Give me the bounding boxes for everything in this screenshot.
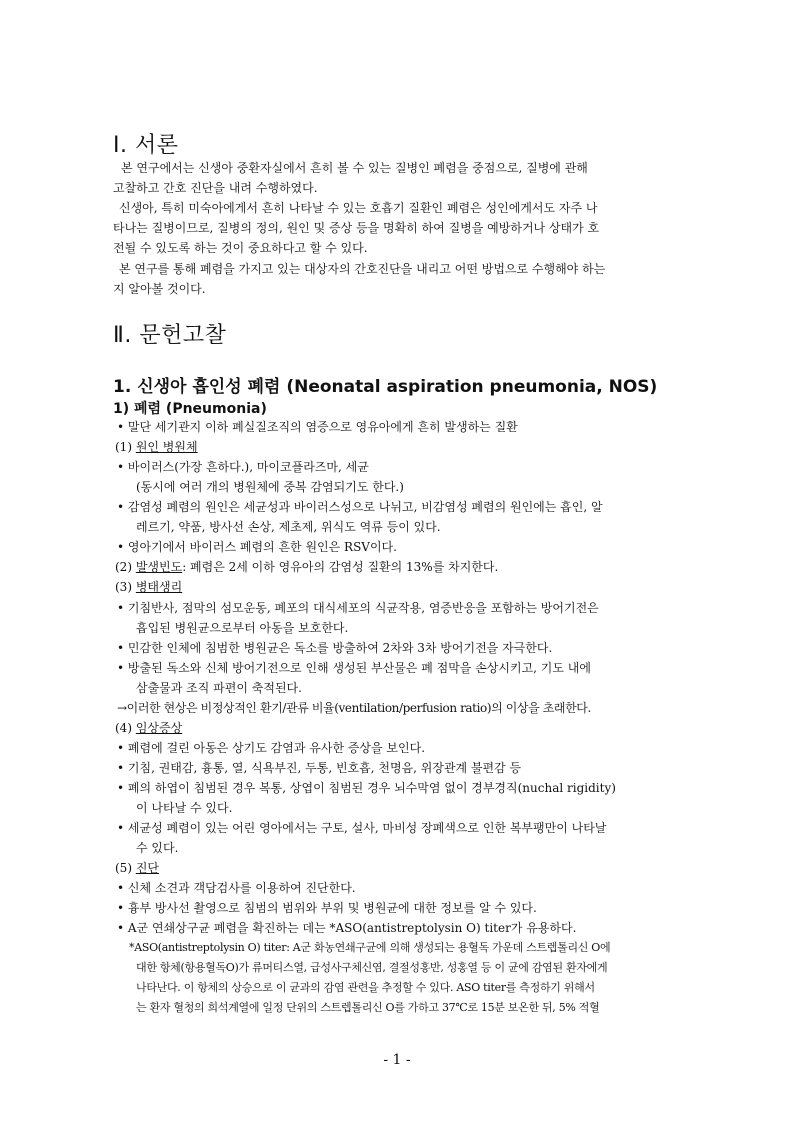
pathophysiology-line: →이러한 현상은 비정상적인 환기/관류 비율(ventilation/perfusion ratio)의 이상을 초래한다. <box>117 701 591 715</box>
cause-line: 레르기, 약품, 방사선 손상, 제초제, 위식도 역류 등이 있다. <box>136 520 441 534</box>
definition-line: • 말단 세기관지 이하 폐실질조직의 염증으로 영유아에게 흔히 발생하는 질환 <box>117 420 518 434</box>
pathophysiology-label: 병태생리 <box>135 580 183 594</box>
diagnosis-label: 진단 <box>135 861 159 875</box>
diagnosis-note-line: *ASO(antistreptolysin O) titer: A군 화농연쇄구균에 의해 생성되는 용혈독 가운데 스트렙톨리신 O에 <box>129 941 611 954</box>
intro-line: 전될 수 있도록 하는 것이 중요하다고 할 수 있다. <box>113 241 368 255</box>
pathophysiology-line: 삼출물과 조직 파편이 축적된다. <box>136 681 302 695</box>
pathophysiology-line: • 민감한 인체에 침범한 병원균은 독소를 방출하여 2차와 3차 방어기전을 자극한다. <box>117 641 553 655</box>
frequency-label: 발생빈도 <box>135 560 183 574</box>
diagnosis-line: • 신체 소견과 객담검사를 이용하여 진단한다. <box>117 881 356 895</box>
symptoms-line: • 기침, 권태감, 흉통, 열, 식욕부진, 두통, 빈호흡, 천명음, 위장관계 불편감 등 <box>117 761 522 775</box>
intro-line: 본 연구에서는 신생아 중환자실에서 흔히 볼 수 있는 질병인 폐렴을 중점으로, 질병에 관해 <box>121 161 588 175</box>
intro-line: 신생아, 특히 미숙아에게서 흔히 나타날 수 있는 호흡기 질환인 폐렴은 성인에게서도 자주 나 <box>119 201 598 215</box>
cause-line: (동시에 여러 개의 병원체에 중복 감염되기도 한다.) <box>136 480 404 494</box>
pathophysiology-line: • 기침반사, 점막의 섬모운동, 폐포의 대식세포의 식균작용, 염증반응을 포함하는 방어기전은 <box>117 601 599 615</box>
cause-label: 원인 병원체 <box>135 440 198 454</box>
diagnosis-note-line: 대한 항체(항용혈독O)가 류머티스열, 급성사구체신염, 결절성홍반, 성홍열 등 이 균에 감염된 환자에게 <box>136 961 608 974</box>
symptoms-line: 이 나타날 수 있다. <box>136 801 233 815</box>
frequency-line: (2) 발생빈도: 폐렴은 2세 이하 영유아의 감염성 질환의 13%를 차지한다. <box>115 560 499 574</box>
sub-sub-heading: 1) 폐렴 (Pneumonia) <box>113 401 267 417</box>
symptoms-heading: (4) 임상증상 <box>115 721 183 735</box>
intro-line: 지 알아볼 것이다. <box>113 282 206 296</box>
intro-heading: Ⅰ. 서론 <box>113 133 179 158</box>
review-heading: Ⅱ. 문헌고찰 <box>113 323 227 348</box>
diagnosis-line: • 흉부 방사선 촬영으로 침범의 범위와 부위 및 병원균에 대한 정보를 알 수 있다. <box>117 901 537 915</box>
pathophysiology-heading: (3) 병태생리 <box>115 580 183 594</box>
symptoms-line: • 폐렴에 걸린 아동은 상기도 감염과 유사한 증상을 보인다. <box>117 741 426 755</box>
intro-line: 고찰하고 간호 진단을 내려 수행하였다. <box>113 181 318 195</box>
diagnosis-note-line: 는 환자 혈청의 희석계열에 일정 단위의 스트렙톨리신 O를 가하고 37℃로 15분 보온한 뒤, 5% 적혈 <box>136 1001 600 1014</box>
intro-line: 타나는 질병이므로, 질병의 정의, 원인 및 증상 등을 명확히 하여 질병을 예방하거나 상태가 호 <box>113 221 600 235</box>
cause-line: • 감염성 폐렴의 원인은 세균성과 바이러스성으로 나뉘고, 비감염성 폐렴의 원인에는 흡인, 알 <box>117 500 603 514</box>
intro-line: 본 연구를 통해 폐렴을 가지고 있는 대상자의 간호진단을 내리고 어떤 방법으로 수행해야 하는 <box>119 262 606 276</box>
diagnosis-note-line: 나타난다. 이 항체의 상승으로 이 균과의 감염 관련을 추정할 수 있다. ASO titer를 측정하기 위해서 <box>136 981 595 994</box>
symptoms-line: • 세균성 폐렴이 있는 어린 영아에서는 구토, 설사, 마비성 장폐색으로 인한 복부팽만이 나타날 <box>117 821 607 835</box>
sub-heading: 1. 신생아 흡인성 폐렴 (Neonatal aspiration pneumonia, NOS) <box>113 377 658 397</box>
cause-line: • 영아기에서 바이러스 폐렴의 흔한 원인은 RSV이다. <box>117 540 397 554</box>
cause-line: • 바이러스(가장 흔하다.), 마이코플라즈마, 세균 <box>117 460 369 474</box>
page-number: - 1 - <box>383 1052 411 1068</box>
cause-heading: (1) 원인 병원체 <box>115 440 198 454</box>
symptoms-label: 임상증상 <box>135 721 183 735</box>
pathophysiology-line: 흡입된 병원균으로부터 아동을 보호한다. <box>136 621 349 635</box>
diagnosis-line: • A군 연쇄상구균 폐렴을 확진하는 데는 *ASO(antistreptolysin O) titer가 유용하다. <box>117 921 577 935</box>
symptoms-line: • 폐의 하엽이 침범된 경우 복통, 상엽이 침범된 경우 뇌수막염 없이 경부경직(nuchal rigidity) <box>117 781 616 795</box>
diagnosis-heading: (5) 진단 <box>115 861 159 875</box>
pathophysiology-line: • 방출된 독소와 신체 방어기전으로 인해 생성된 부산물은 폐 점막을 손상시키고, 기도 내에 <box>117 661 591 675</box>
symptoms-line: 수 있다. <box>136 841 179 855</box>
